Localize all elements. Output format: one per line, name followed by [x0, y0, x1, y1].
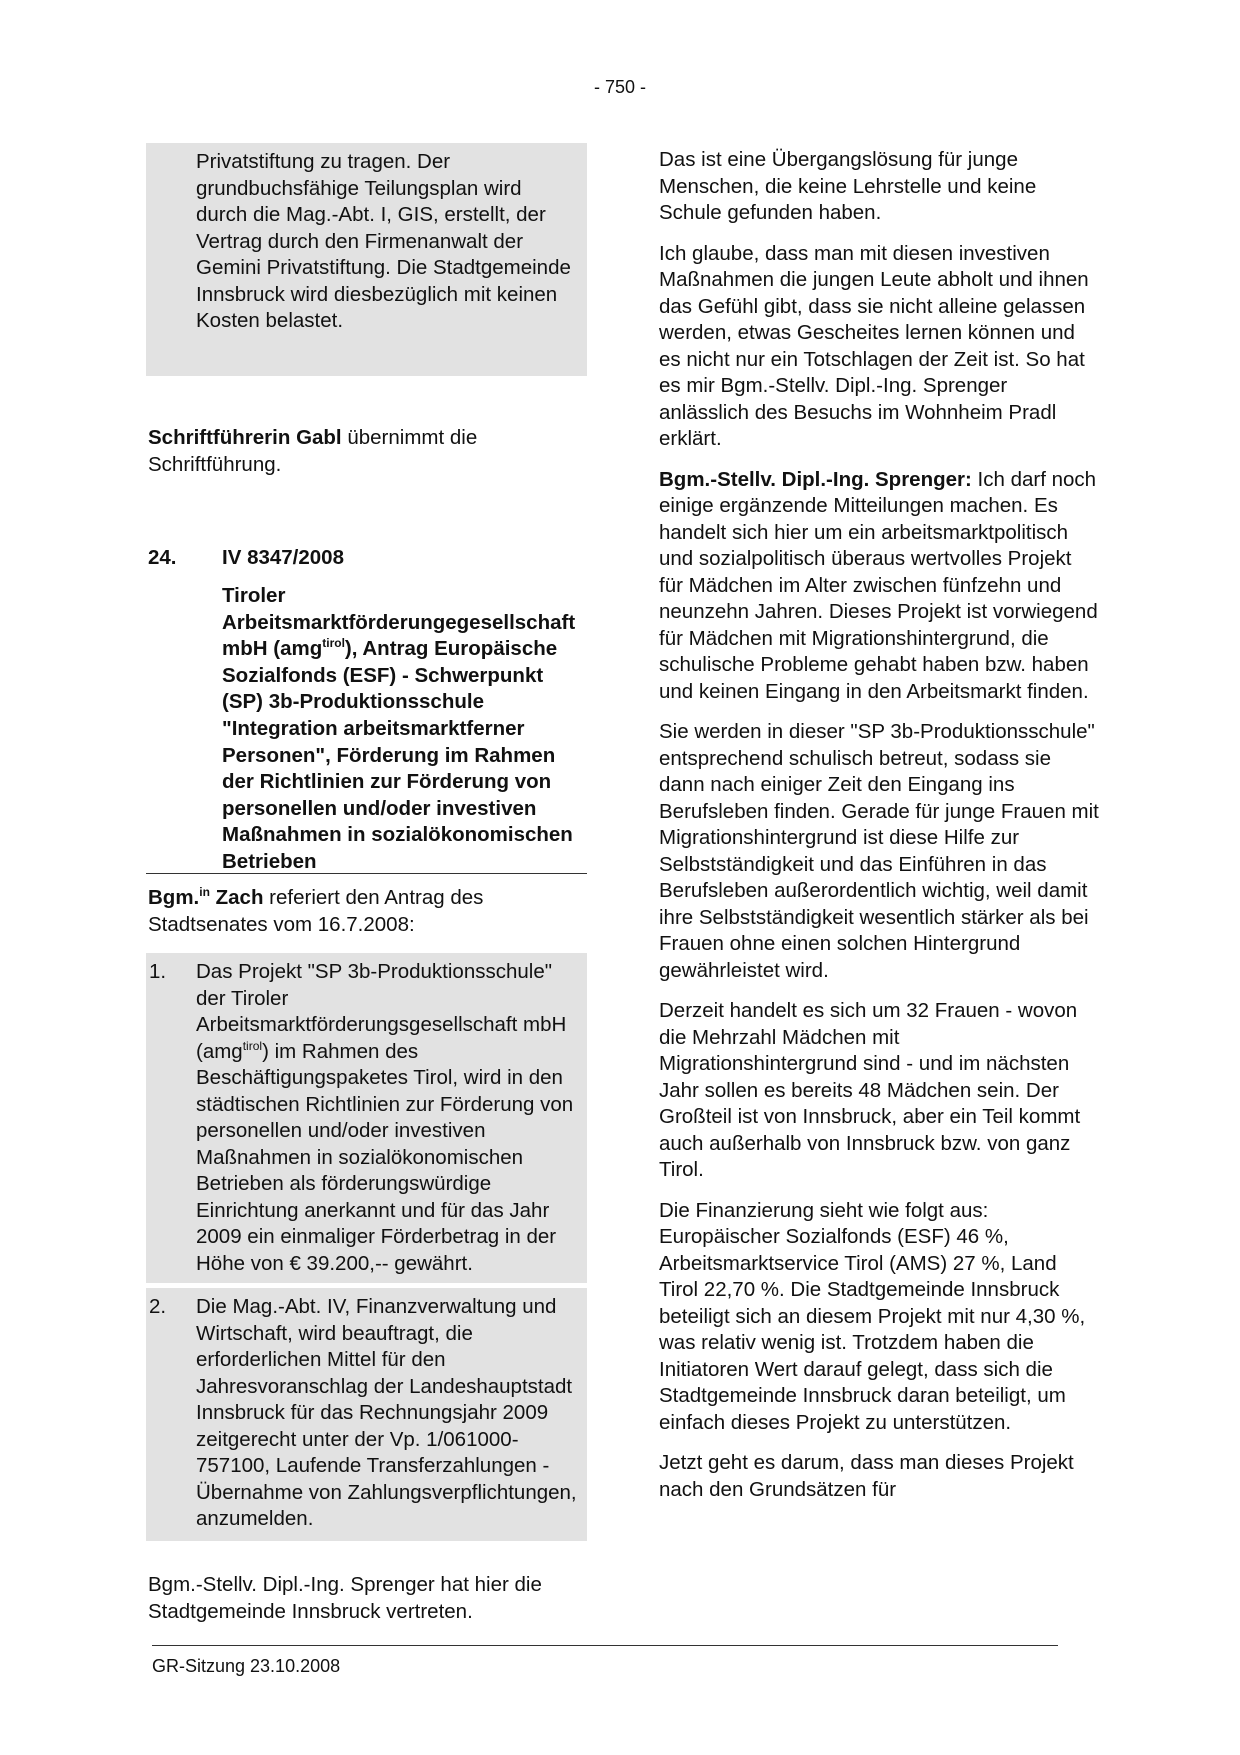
speaker-text: Ich darf noch einige ergänzende Mitteilungen machen. Es handelt sich hier um ein arbeitsmarktpolitisch und sozialpolitisch überaus wertvolles Projekt für Mädchen im Alter zwischen fünfzehn und neunzehn Jahren. Dieses Projekt ist vorwiegend für Mädchen mit Migrationshintergrund, die schulische Probleme gehabt haben bzw. haben und keinen Eingang in den Arbeitsmarkt finden. — [659, 467, 1098, 703]
paragraph: Sie werden in dieser "SP 3b-Produktionsschule" entsprechend schulisch betreut, sodass sie dann nach einiger Zeit den Eingang ins Berufsleben finden. Gerade für junge Frauen mit Migrationshintergrund ist diese Hilfe zur Selbstständigkeit und das Einführen in das Berufsleben außerordentlich wichtig, weil damit ihre Selbstständigkeit wesentlich stärker als bei Frauen ohne einen solchen Hintergrund gewährleistet wird. — [659, 720, 1099, 982]
paragraph: Das ist eine Übergangslösung für junge Menschen, die keine Lehrstelle und keine Schule gefunden haben. — [659, 148, 1037, 224]
agenda-item-title — [222, 583, 587, 876]
reporter-name: Zach — [209, 886, 264, 909]
secretary-note-text: übernimmt die Schriftführung. — [148, 426, 478, 476]
paragraph: Ich glaube, dass man mit diesen investiven Maßnahmen die jungen Leute abholt und ihnen das Gefühl gibt, dass sie nicht alleine gelassen werden, etwas Gescheites lernen können und es nicht nur ein Totschlagen der Zeit ist. So hat es mir Bgm.-Stellv. Dipl.-Ing. Sprenger anlässlich des Besuchs im Wohnheim Pradl erklärt. — [659, 241, 1089, 450]
page-number: - 750 - — [593, 77, 647, 97]
paragraph — [659, 467, 1099, 706]
agenda-item-title-part2: ), Antrag Europäische Sozialfonds (ESF) - Schwerpunkt (SP) 3b-Produktionsschule "Integration arbeitsmarktferner Personen", Förderung im Rahmen der Richtlinien zur Förderung von personellen und/oder investiven Maßnahmen in sozialökonomischen Betrieben — [222, 637, 573, 873]
list-number: 2. — [149, 1295, 167, 1318]
secretary-name: Schriftführerin Gabl — [148, 426, 342, 449]
closing-paragraph — [148, 1572, 583, 1625]
closing-text: Bgm.-Stellv. Dipl.-Ing. Sprenger hat hier die Stadtgemeinde Innsbruck vertreten. — [148, 1573, 542, 1623]
continued-motion-text-box — [146, 143, 587, 376]
motion-list-text-part2: ) im Rahmen des Beschäftigungspaketes Tirol, wird in den städtischen Richtlinien zur Förderung von personellen und/oder investiven Maßnahmen in sozialökonomischen Betrieben als förderungswürdige Einrichtung anerkannt und für das Jahr 2009 ein einmaliger Förderbetrag in der Höhe von € 39.200,-- gewährt. — [196, 1039, 574, 1275]
reporter-prefix: Bgm. — [148, 886, 200, 909]
report-intro — [148, 885, 583, 938]
title-divider — [146, 873, 587, 874]
paragraph: Jetzt geht es darum, dass man dieses Projekt nach den Grundsätzen für — [659, 1451, 1074, 1501]
motion-list-text — [196, 959, 583, 1277]
report-intro-text: referiert den Antrag des Stadtsenates vom 16.7.2008: — [148, 886, 484, 936]
paragraph: Derzeit handelt es sich um 32 Frauen - wovon die Mehrzahl Mädchen mit Migrationshintergrund sind - und im nächsten Jahr sollen es bereits 48 Mädchen sein. Der Großteil ist von Innsbruck, aber ein Teil kommt auch außerhalb von Innsbruck bzw. von ganz Tirol. — [659, 999, 1081, 1181]
reporter-title — [148, 886, 263, 909]
secretary-note — [148, 425, 583, 478]
agenda-item-title-part1: Tiroler Arbeitsmarktförderungegesellschaft mbH (amg — [222, 584, 576, 661]
agenda-item-reference: IV 8347/2008 — [222, 546, 344, 569]
list-number: 1. — [149, 960, 167, 983]
footer-text: GR-Sitzung 23.10.2008 — [152, 1656, 341, 1676]
right-column — [659, 147, 1099, 1517]
motion-list-item — [146, 953, 587, 1283]
reporter-sup: in — [199, 885, 210, 900]
motion-list-item — [146, 1288, 587, 1541]
motion-list-sup: tirol — [242, 1038, 263, 1053]
agenda-item-title-sup: tirol — [322, 636, 345, 651]
motion-list-text-part1: Das Projekt "SP 3b-Produktionsschule" der Tiroler Arbeitsmarktförderungsgesellschaft mbH (amg — [196, 960, 567, 1063]
footer-divider — [152, 1645, 1058, 1646]
paragraph: Die Finanzierung sieht wie folgt aus: Europäischer Sozialfonds (ESF) 46 %, Arbeitsmarktservice Tirol (AMS) 27 %, Land Tirol 22,70 %. Die Stadtgemeinde Innsbruck beteiligt sich an diesem Projekt mit nur 4,30 %, was relativ wenig ist. Trotzdem haben die Initiatoren Wert darauf gelegt, dass sich die Stadtgemeinde Innsbruck daran beteiligt, um einfach dieses Projekt zu unterstützen. — [659, 1198, 1086, 1434]
motion-list-text: Die Mag.-Abt. IV, Finanzverwaltung und Wirtschaft, wird beauftragt, die erforderlichen Mittel für den Jahresvoranschlag der Landeshauptstadt Innsbruck für das Rechnungsjahr 2009 zeitgerecht unter der Vp. 1/061000-757100, Laufende Transferzahlungen - Übernahme von Zahlungsverpflichtungen, anzumelden. — [196, 1295, 577, 1530]
agenda-item-number: 24. — [148, 546, 177, 569]
motion-continuation-text: Privatstiftung zu tragen. Der grundbuchsfähige Teilungsplan wird durch die Mag.-Abt. I, GIS, erstellt, der Vertrag durch den Firmenanwalt der Gemini Privatstiftung. Die Stadtgemeinde Innsbruck wird diesbezüglich mit keinen Kosten belastet. — [196, 150, 571, 332]
speaker-name: Bgm.-Stellv. Dipl.-Ing. Sprenger: — [659, 467, 972, 491]
